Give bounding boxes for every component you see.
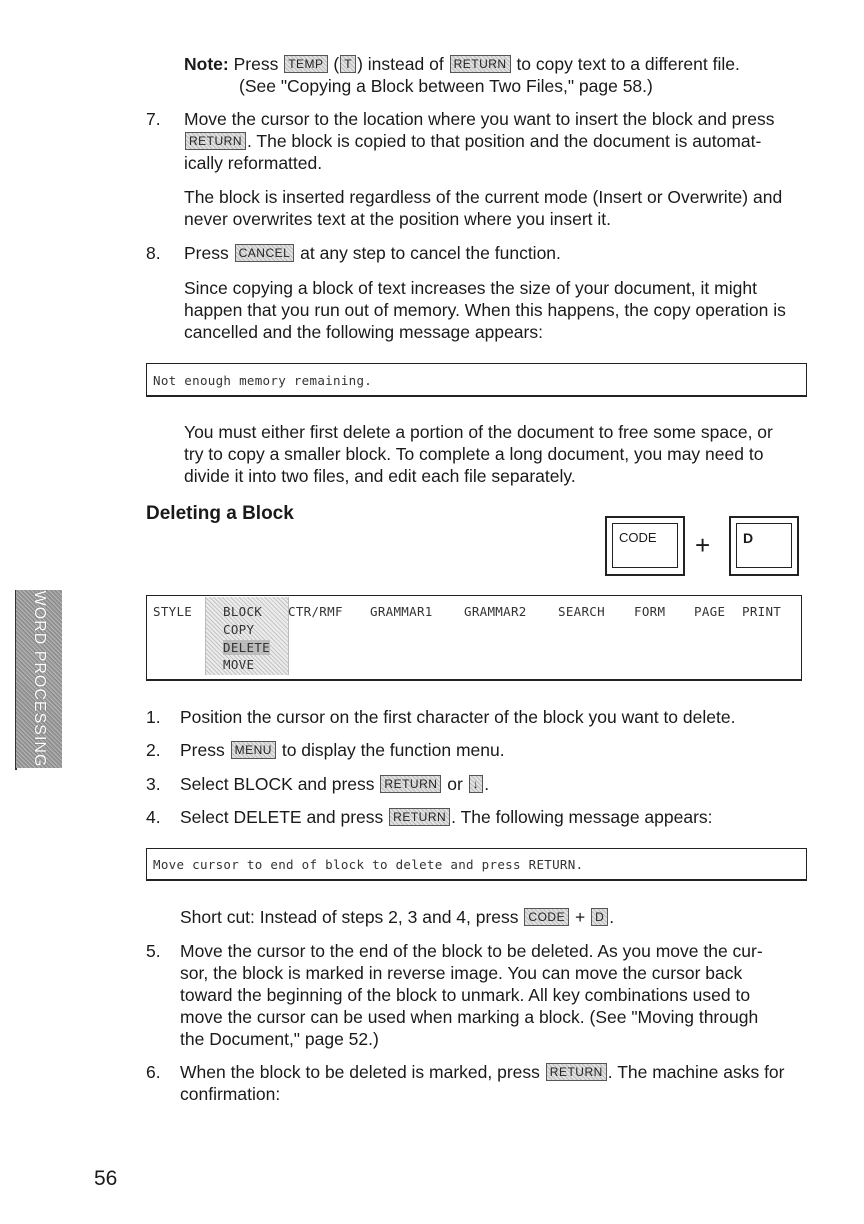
memory-message-text: Not enough memory remaining.	[153, 373, 373, 388]
step6-text-2: . The machine asks for	[607, 1062, 785, 1082]
screen-message-move-cursor	[146, 848, 807, 881]
screen-message-memory	[146, 363, 807, 397]
step5-line: toward the beginning of the block to unmark. All key combinations used to	[180, 985, 751, 1005]
section-heading: Deleting a Block	[146, 503, 294, 524]
note-text: to copy text to a different file.	[516, 54, 740, 74]
screen-function-menu	[146, 595, 802, 681]
key-down-arrow: ↓	[469, 775, 484, 793]
para-line: divide it into two files, and edit each file separately.	[184, 466, 576, 486]
move-cursor-message-text: Move cursor to end of block to delete and press RETURN.	[153, 857, 584, 872]
step7-text	[184, 108, 814, 174]
step-number: 8.	[146, 243, 161, 263]
step7-line1: Move the cursor to the location where you want to insert the block and press	[184, 109, 775, 129]
para-line: never overwrites text at the position where you insert it.	[184, 209, 612, 229]
code-key-label: CODE	[612, 523, 678, 568]
para-line: Since copying a block of text increases the size of your document, it might	[184, 278, 757, 298]
step4-text	[180, 806, 820, 828]
key-code: CODE	[524, 908, 569, 926]
step6-text	[180, 1061, 820, 1105]
step4-text-2: . The following message appears:	[451, 807, 713, 827]
step8-text	[184, 242, 814, 264]
menu-item-search[interactable]: SEARCH	[558, 604, 605, 619]
key-return: RETURN	[450, 55, 511, 73]
plus-sign: +	[574, 907, 586, 927]
step5-line: Move the cursor to the end of the block to be deleted. As you move the cur-	[180, 941, 763, 961]
key-return: RETURN	[380, 775, 441, 793]
step8-text-2: at any step to cancel the function.	[300, 243, 561, 263]
shortcut-text	[180, 906, 820, 928]
key-cancel: CANCEL	[235, 244, 295, 262]
step6-text-1: When the block to be deleted is marked, press	[180, 1062, 540, 1082]
step5-line: the Document," page 52.)	[180, 1029, 379, 1049]
step8-para	[184, 277, 814, 343]
note-text: instead of	[367, 54, 444, 74]
d-key	[729, 516, 799, 576]
note-label: Note:	[184, 54, 229, 74]
step2-text-1: Press	[180, 740, 225, 760]
menu-item-form[interactable]: FORM	[634, 604, 666, 619]
para-line: try to copy a smaller block. To complete a long document, you may need to	[184, 444, 764, 464]
step3-text-3: .	[484, 774, 490, 794]
step-number: 7.	[146, 109, 161, 129]
after-memory-para	[184, 421, 814, 487]
key-menu: MENU	[231, 741, 276, 759]
step-number: 4.	[146, 807, 161, 827]
note-line2: (See "Copying a Block between Two Files," page 58.)	[239, 76, 653, 96]
submenu-item-copy[interactable]: COPY	[223, 622, 255, 637]
step4-text-1: Select DELETE and press	[180, 807, 384, 827]
key-d: D	[591, 908, 608, 926]
key-t: T	[340, 55, 356, 73]
para-line: You must either first delete a portion of the document to free some space, or	[184, 422, 773, 442]
step5-line: move the cursor can be used when marking a block. (See "Moving through	[180, 1007, 759, 1027]
step-number: 2.	[146, 740, 161, 760]
shortcut-text-2: .	[609, 907, 615, 927]
step7-para2	[184, 186, 814, 230]
step2-text-2: to display the function menu.	[281, 740, 505, 760]
para-line: The block is inserted regardless of the current mode (Insert or Overwrite) and	[184, 187, 783, 207]
step3-text-1: Select BLOCK and press	[180, 774, 375, 794]
step-number: 3.	[146, 774, 161, 794]
key-return: RETURN	[546, 1063, 607, 1081]
step-number: 5.	[146, 941, 161, 961]
para-line: happen that you run out of memory. When this happens, the copy operation is	[184, 300, 786, 320]
submenu-item-move[interactable]: MOVE	[223, 657, 255, 672]
shortcut-text-1: Short cut: Instead of steps 2, 3 and 4, press	[180, 907, 519, 927]
key-return: RETURN	[389, 808, 450, 826]
side-tab-label: WORD PROCESSING	[31, 590, 48, 768]
note-text: Press	[233, 54, 279, 74]
plus-sign: +	[695, 530, 711, 560]
key-return: RETURN	[185, 132, 246, 150]
step5-text	[180, 940, 820, 1050]
step8-text-1: Press	[184, 243, 229, 263]
code-key	[605, 516, 685, 576]
d-key-label: D	[736, 523, 792, 568]
note: Note: Press TEMP ( T ) instead of RETURN to copy text to a different file. (See "Copying a Block between Two Files," page 58.)	[184, 53, 814, 97]
submenu-item-delete[interactable]: DELETE	[223, 640, 270, 655]
para-line: cancelled and the following message appears:	[184, 322, 543, 342]
menu-item-print[interactable]: PRINT	[742, 604, 782, 619]
step7-line3: ically reformatted.	[184, 153, 323, 173]
step6-line2: confirmation:	[180, 1084, 281, 1104]
step3-text	[180, 773, 820, 795]
menu-item-grammar2[interactable]: GRAMMAR2	[464, 604, 527, 619]
step7-line2: . The block is copied to that position and the document is automat-	[247, 131, 762, 151]
step-number: 6.	[146, 1062, 161, 1082]
step-number: 1.	[146, 707, 161, 727]
menu-item-style[interactable]: STYLE	[153, 604, 193, 619]
key-temp: TEMP	[284, 55, 327, 73]
menu-item-grammar1[interactable]: GRAMMAR1	[370, 604, 433, 619]
menu-item-block[interactable]: BLOCK	[223, 604, 263, 619]
step3-text-2: or	[447, 774, 463, 794]
step2-text	[180, 739, 820, 761]
menu-item-page[interactable]: PAGE	[694, 604, 726, 619]
step5-line: sor, the block is marked in reverse image. You can move the cursor back	[180, 963, 743, 983]
menu-item-ctr-rmf[interactable]: CTR/RMF	[288, 604, 343, 619]
step1-text: Position the cursor on the first character of the block you want to delete.	[180, 707, 736, 727]
page-number: 56	[94, 1167, 118, 1190]
side-tab	[16, 590, 62, 768]
